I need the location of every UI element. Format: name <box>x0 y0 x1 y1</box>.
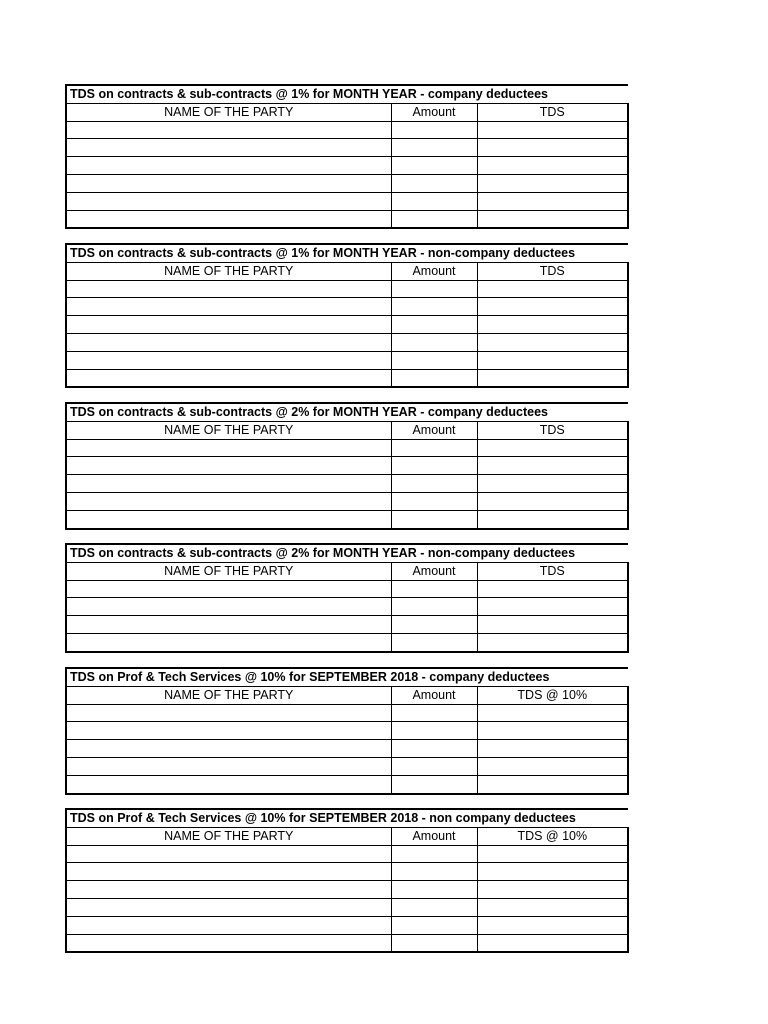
party-name-cell[interactable] <box>66 174 391 192</box>
party-name-cell[interactable] <box>66 881 391 899</box>
party-name-cell[interactable] <box>66 633 391 651</box>
amount-cell[interactable] <box>391 898 477 916</box>
tds-cell[interactable] <box>477 598 628 616</box>
name-of-party-header: NAME OF THE PARTY <box>66 262 391 280</box>
table-row <box>66 510 628 528</box>
tds-section-table <box>65 84 629 229</box>
party-name-cell[interactable] <box>66 439 391 457</box>
name-of-party-header: NAME OF THE PARTY <box>66 103 391 121</box>
table-row <box>66 298 628 316</box>
tds-cell[interactable] <box>477 351 628 369</box>
tds-cell[interactable] <box>477 881 628 899</box>
tds-cell[interactable] <box>477 369 628 387</box>
amount-cell[interactable] <box>391 510 477 528</box>
tds-cell[interactable] <box>477 863 628 881</box>
name-of-party-header: NAME OF THE PARTY <box>66 827 391 845</box>
amount-cell[interactable] <box>391 845 477 863</box>
column-header-row <box>66 262 628 280</box>
party-name-cell[interactable] <box>66 898 391 916</box>
tds-cell[interactable] <box>477 457 628 475</box>
amount-header: Amount <box>391 421 477 439</box>
column-header-row <box>66 562 628 580</box>
amount-cell[interactable] <box>391 934 477 952</box>
tds-cell[interactable] <box>477 934 628 952</box>
tds-section-table <box>65 543 629 653</box>
table-row <box>66 492 628 510</box>
table-row <box>66 775 628 793</box>
name-of-party-header: NAME OF THE PARTY <box>66 686 391 704</box>
amount-cell[interactable] <box>391 881 477 899</box>
amount-header: Amount <box>391 562 477 580</box>
table-row <box>66 633 628 651</box>
tds-cell[interactable] <box>477 121 628 139</box>
tds-cell[interactable] <box>477 439 628 457</box>
party-name-cell[interactable] <box>66 704 391 722</box>
table-row <box>66 192 628 210</box>
column-header-row <box>66 103 628 121</box>
table-row <box>66 139 628 157</box>
tds-cell[interactable] <box>477 316 628 334</box>
amount-header: Amount <box>391 103 477 121</box>
table-row <box>66 157 628 175</box>
amount-cell[interactable] <box>391 580 477 598</box>
party-name-cell[interactable] <box>66 916 391 934</box>
table-row <box>66 881 628 899</box>
column-header-row <box>66 827 628 845</box>
amount-cell[interactable] <box>391 298 477 316</box>
tds-cell[interactable] <box>477 580 628 598</box>
tds-header: TDS <box>477 262 628 280</box>
party-name-cell[interactable] <box>66 139 391 157</box>
amount-cell[interactable] <box>391 369 477 387</box>
column-header-row <box>66 686 628 704</box>
amount-cell[interactable] <box>391 121 477 139</box>
party-name-cell[interactable] <box>66 598 391 616</box>
table-row <box>66 598 628 616</box>
amount-cell[interactable] <box>391 174 477 192</box>
amount-cell[interactable] <box>391 722 477 740</box>
tds-section-table <box>65 808 629 953</box>
tds-header: TDS <box>477 562 628 580</box>
table-row <box>66 845 628 863</box>
section-title: TDS on contracts & sub-contracts @ 2% for MONTH YEAR - company deductees <box>66 403 628 421</box>
section-title: TDS on Prof & Tech Services @ 10% for SEPTEMBER 2018 - company deductees <box>66 668 628 686</box>
party-name-cell[interactable] <box>66 351 391 369</box>
party-name-cell[interactable] <box>66 192 391 210</box>
amount-cell[interactable] <box>391 916 477 934</box>
tds-cell[interactable] <box>477 192 628 210</box>
table-row <box>66 351 628 369</box>
party-name-cell[interactable] <box>66 740 391 758</box>
amount-cell[interactable] <box>391 475 477 493</box>
tds-header: TDS @ 10% <box>477 686 628 704</box>
amount-cell[interactable] <box>391 139 477 157</box>
tds-cell[interactable] <box>477 916 628 934</box>
tds-cell[interactable] <box>477 775 628 793</box>
table-row <box>66 934 628 952</box>
section-title: TDS on contracts & sub-contracts @ 1% for MONTH YEAR - non-company deductees <box>66 244 628 262</box>
section-title: TDS on contracts & sub-contracts @ 1% for MONTH YEAR - company deductees <box>66 85 628 103</box>
party-name-cell[interactable] <box>66 457 391 475</box>
party-name-cell[interactable] <box>66 157 391 175</box>
table-row <box>66 916 628 934</box>
tds-cell[interactable] <box>477 174 628 192</box>
amount-cell[interactable] <box>391 704 477 722</box>
amount-cell[interactable] <box>391 351 477 369</box>
tds-cell[interactable] <box>477 510 628 528</box>
column-header-row <box>66 421 628 439</box>
section-title: TDS on Prof & Tech Services @ 10% for SEPTEMBER 2018 - non company deductees <box>66 809 628 827</box>
tds-header: TDS @ 10% <box>477 827 628 845</box>
tds-cell[interactable] <box>477 740 628 758</box>
party-name-cell[interactable] <box>66 298 391 316</box>
tds-cell[interactable] <box>477 492 628 510</box>
tds-header: TDS <box>477 421 628 439</box>
party-name-cell[interactable] <box>66 280 391 298</box>
party-name-cell[interactable] <box>66 934 391 952</box>
tds-cell[interactable] <box>477 616 628 634</box>
party-name-cell[interactable] <box>66 757 391 775</box>
party-name-cell[interactable] <box>66 510 391 528</box>
amount-cell[interactable] <box>391 757 477 775</box>
amount-cell[interactable] <box>391 616 477 634</box>
party-name-cell[interactable] <box>66 775 391 793</box>
table-row <box>66 616 628 634</box>
amount-header: Amount <box>391 686 477 704</box>
tds-section-table <box>65 667 629 795</box>
table-row <box>66 722 628 740</box>
tds-cell[interactable] <box>477 298 628 316</box>
party-name-cell[interactable] <box>66 616 391 634</box>
tds-cell[interactable] <box>477 704 628 722</box>
table-row <box>66 863 628 881</box>
amount-cell[interactable] <box>391 633 477 651</box>
section-title: TDS on contracts & sub-contracts @ 2% for MONTH YEAR - non-company deductees <box>66 544 628 562</box>
amount-cell[interactable] <box>391 157 477 175</box>
tds-cell[interactable] <box>477 475 628 493</box>
amount-cell[interactable] <box>391 598 477 616</box>
amount-cell[interactable] <box>391 775 477 793</box>
party-name-cell[interactable] <box>66 845 391 863</box>
tds-cell[interactable] <box>477 898 628 916</box>
table-row <box>66 740 628 758</box>
tds-cell[interactable] <box>477 757 628 775</box>
table-row <box>66 174 628 192</box>
party-name-cell[interactable] <box>66 722 391 740</box>
tds-cell[interactable] <box>477 280 628 298</box>
table-row <box>66 475 628 493</box>
amount-cell[interactable] <box>391 457 477 475</box>
name-of-party-header: NAME OF THE PARTY <box>66 421 391 439</box>
tds-cell[interactable] <box>477 722 628 740</box>
amount-cell[interactable] <box>391 316 477 334</box>
tds-cell[interactable] <box>477 633 628 651</box>
party-name-cell[interactable] <box>66 369 391 387</box>
table-row <box>66 210 628 228</box>
tds-cell[interactable] <box>477 333 628 351</box>
table-row <box>66 704 628 722</box>
name-of-party-header: NAME OF THE PARTY <box>66 562 391 580</box>
table-row <box>66 439 628 457</box>
tds-section-table <box>65 402 629 530</box>
party-name-cell[interactable] <box>66 863 391 881</box>
amount-cell[interactable] <box>391 280 477 298</box>
amount-cell[interactable] <box>391 863 477 881</box>
table-row <box>66 121 628 139</box>
party-name-cell[interactable] <box>66 333 391 351</box>
party-name-cell[interactable] <box>66 492 391 510</box>
amount-cell[interactable] <box>391 492 477 510</box>
table-row <box>66 457 628 475</box>
party-name-cell[interactable] <box>66 210 391 228</box>
table-row <box>66 580 628 598</box>
tds-section-table <box>65 243 629 388</box>
table-row <box>66 898 628 916</box>
party-name-cell[interactable] <box>66 121 391 139</box>
amount-cell[interactable] <box>391 740 477 758</box>
tds-cell[interactable] <box>477 210 628 228</box>
tds-cell[interactable] <box>477 157 628 175</box>
table-row <box>66 333 628 351</box>
amount-cell[interactable] <box>391 192 477 210</box>
party-name-cell[interactable] <box>66 316 391 334</box>
amount-header: Amount <box>391 827 477 845</box>
amount-cell[interactable] <box>391 439 477 457</box>
tds-cell[interactable] <box>477 139 628 157</box>
amount-cell[interactable] <box>391 333 477 351</box>
amount-cell[interactable] <box>391 210 477 228</box>
amount-header: Amount <box>391 262 477 280</box>
tds-header: TDS <box>477 103 628 121</box>
table-row <box>66 280 628 298</box>
party-name-cell[interactable] <box>66 580 391 598</box>
table-row <box>66 369 628 387</box>
tds-cell[interactable] <box>477 845 628 863</box>
party-name-cell[interactable] <box>66 475 391 493</box>
table-row <box>66 757 628 775</box>
table-row <box>66 316 628 334</box>
